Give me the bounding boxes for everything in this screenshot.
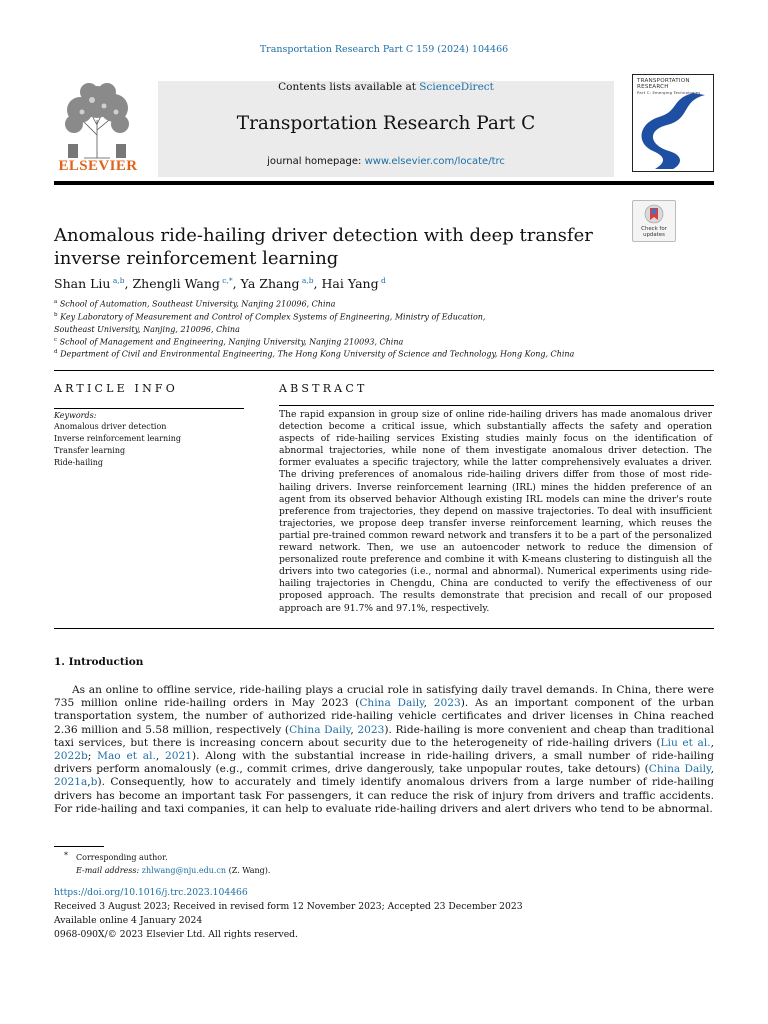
citation-link[interactable]: China Daily [289,723,351,736]
received-dates: Received 3 August 2023; Received in revised form 12 November 2023; Accepted 23 December 2023 [54,901,523,912]
article-info-rule [54,408,244,409]
doi-link[interactable]: https://doi.org/10.1016/j.trc.2023.104466 [54,887,248,898]
paragraph-text: As an online to offline service, ride-hailing plays a crucial role in satisfying daily travel demands. In China, there were 735 million online ride-hailing orders in May 2023 ( [54,684,714,710]
cover-subtitle-text: Part C: Emerging Technologies [637,90,701,95]
section-heading-introduction: 1. Introduction [54,656,144,668]
journal-cover-thumbnail[interactable] [632,74,714,172]
homepage-prefix: journal homepage: [267,156,365,167]
citation-link[interactable]: b [90,776,98,789]
abstract-text: The rapid expansion in group size of online ride-hailing drivers has made anomalous driver detection become a critical issue, which substantially affects the safety and operation aspects of ride-hailing services Existing studies mainly focus on the identification of abnormal trajectories, while none of them investigate anomalous driver detection. The former evaluates a specific trajectory, while the latter comprehensively evaluates a driver. The driving preferences of anomalous ride-hailing drivers differ from those of most ride-hailing drivers. Inverse reinforcement learning (IRL) mines the hidden preference of an agent from its observed behavior Although existing IRL models can mine the driver's route preference from trajectories, they depend on massive trajectories. To deal with insufficient trajectories, we propose deep transfer inverse reinforcement learning, which reuses the partial pre-trained common reward network and transfers it to be a part of the personalized reward network. Then, we use an autoencoder network to reduce the dimension of personalized route preference and combine it with K-means clustering to distinguish all the drivers into two categories (i.e., normal and abnormal). Numerical experiments using ride-hailing trajectories in Chengdu, China are conducted to verify the effectiveness of our proposed approach. The results demonstrate that precision and recall of our proposed approach are 91.7% and 97.1%, respectively. [279,409,712,614]
affiliation-d [54,346,614,361]
affiliation-b [54,309,524,337]
citation-link[interactable]: China Daily [648,763,711,776]
affil-text: Key Laboratory of Measurement and Control of Complex Systems of Engineering, Ministry of Education, Southeast University, Nanjing, 210096, China [54,312,486,335]
paragraph-text: ; [87,750,98,763]
paragraph-text: , [710,736,714,749]
check-for-updates-button[interactable] [632,200,676,242]
author-affiliation-marker[interactable]: c,* [219,276,233,285]
author-email-link[interactable]: zhlwang@nju.edu.cn [141,866,227,875]
paragraph-text: , [423,697,434,710]
abstract-heading: ABSTRACT [279,382,368,395]
introduction-paragraph [54,684,714,816]
cover-road-graphic [633,93,713,169]
paragraph-text: ). Along with the substantial increase in ride-hailing drivers, a small number of ride-hailing drivers perform anomalously (e.g., commit crimes, drive dangerously, take unpopular routes, take detours) ( [54,750,715,776]
affil-text: Department of Civil and Environmental Engineering, The Hong Kong University of Science and Technology, Hong Kong, China [60,349,575,359]
paragraph-text: , [155,750,166,763]
journal-homepage-link[interactable]: www.elsevier.com/locate/trc [364,156,505,167]
citation-link[interactable]: 2023 [433,697,461,710]
footnote-rule [54,846,104,847]
author-affiliation-marker[interactable]: a,b [299,276,314,285]
citation-link[interactable]: China Daily [359,697,424,710]
journal-citation-link[interactable]: Transportation Research Part C 159 (2024) 104466 [259,44,509,55]
email-line [76,866,270,875]
author-affiliation-marker[interactable]: a,b [110,276,125,285]
keywords-label: Keywords: [54,411,97,420]
abstract-rule [279,405,714,406]
divider [54,370,714,371]
elsevier-wordmark: ELSEVIER [58,158,138,174]
article-title: Anomalous ride-hailing driver detection with deep transfer inverse reinforcement learning [54,225,593,269]
citation-link[interactable]: Mao et al. [97,750,156,763]
paragraph-text: , [710,763,714,776]
affil-text: School of Management and Engineering, Nanjing University, Nanjing 210093, China [59,337,404,347]
journal-homepage-line [158,156,614,167]
author-separator: , [313,276,322,292]
author-name: Ya Zhang [240,276,300,292]
sciencedirect-link[interactable]: ScienceDirect [419,81,494,93]
email-label: E-mail address: [76,866,140,875]
citation-link[interactable]: 2021 [165,750,192,763]
footnote-star: * [64,851,68,860]
author-name: Hai Yang [321,276,379,292]
affil-sup: c [54,337,58,343]
affil-text: School of Automation, Southeast University, Nanjing 210096, China [59,299,336,309]
article-info-heading: ARTICLE INFO [54,382,178,395]
keyword: Anomalous driver detection [54,422,167,431]
divider [54,628,714,629]
contents-line [158,81,614,93]
author-list [54,276,386,291]
paragraph-text: ). Consequently, how to accurately and timely identify anomalous drivers from a large number of ride-hailing drivers has become an important task For passengers, it can reduce the risk of injury from drivers and traffic accidents. For ride-hailing and taxi companies, it can help to evaluate ride-hailing drivers and alert drivers who tend to be abnormal. [54,776,714,815]
copyright-line: 0968-090X/© 2023 Elsevier Ltd. All rights reserved. [54,929,298,940]
cover-title-text: TRANSPORTATION RESEARCH [637,78,690,90]
author-separator: , [124,276,133,292]
crossmark-label: Check for updates [641,226,667,238]
affil-sup: a [54,299,58,305]
author-affiliation-marker[interactable]: d [378,276,386,285]
affil-sup: d [54,349,58,355]
keyword: Transfer learning [54,446,126,455]
keywords-list [54,421,181,469]
citation-link[interactable]: Liu et al. [660,736,711,749]
citation-link[interactable]: 2023 [357,723,385,736]
paragraph-text: ). As an important component of the urban transportation system, the number of authorized ride-hailing vehicle certificates and driver licenses in China reached 2.36 million and 5.58 million, respectively ( [54,697,714,736]
header-rule [54,181,714,185]
corresponding-author-note: Corresponding author. [76,853,168,862]
paragraph-text: , [350,723,358,736]
author-separator: , [232,276,241,292]
contents-prefix: Contents lists available at [278,81,420,93]
author-name: Zhengli Wang [132,276,220,292]
available-online: Available online 4 January 2024 [54,915,203,926]
paragraph-text: , [87,776,91,789]
email-suffix: (Z. Wang). [226,866,271,875]
affil-sup: b [54,312,58,318]
paragraph-text: ). Ride-hailing is more convenient and cheap than traditional taxi services, but there is increasing concern about security due to the heterogeneity of ride-hailing drivers ( [54,723,714,749]
citation-link[interactable]: 2021a [54,776,88,789]
crossmark-icon [644,204,664,225]
citation-link[interactable]: 2022b [54,750,88,763]
author-name: Shan Liu [54,276,111,292]
keyword: Inverse reinforcement learning [54,434,181,443]
journal-title: Transportation Research Part C [236,113,536,134]
keyword: Ride-hailing [54,458,104,467]
